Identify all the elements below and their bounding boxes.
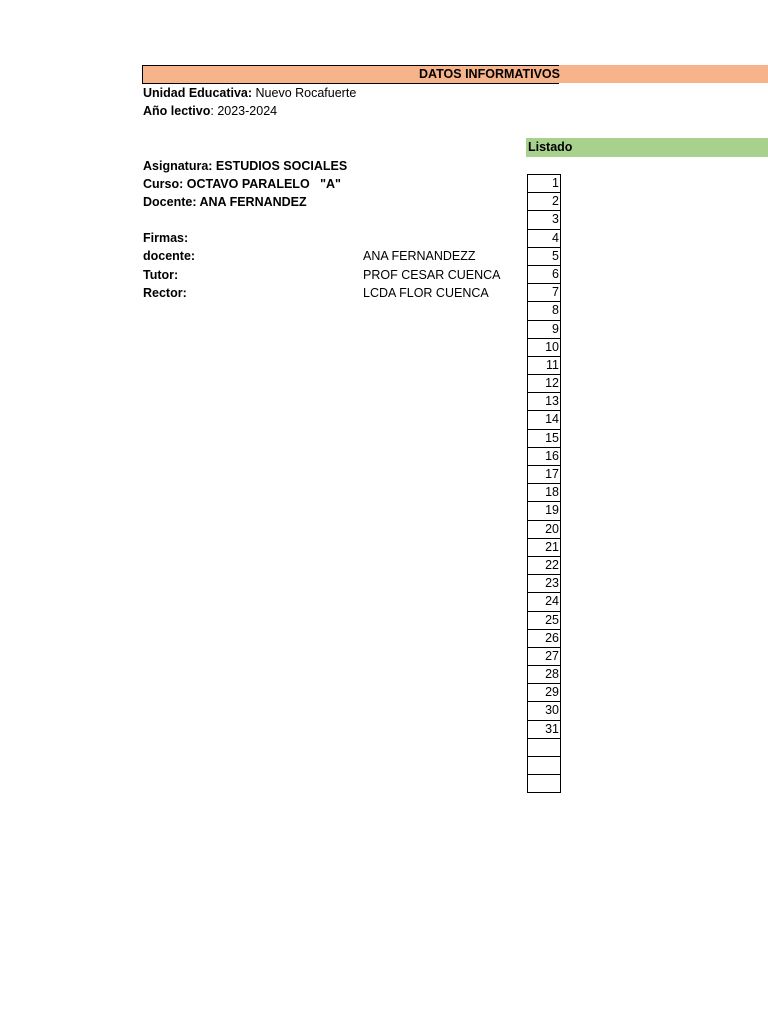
student-number-cell[interactable]: 29 [528, 684, 560, 702]
docente-text: Docente: ANA FERNANDEZ [143, 195, 307, 209]
firma-value: LCDA FLOR CUENCA [363, 286, 489, 300]
curso-text: Curso: OCTAVO PARALELO "A" [143, 177, 341, 191]
asignatura-text: Asignatura: ESTUDIOS SOCIALES [143, 159, 348, 173]
student-number-cell[interactable]: 5 [528, 248, 560, 266]
student-number-cell[interactable]: 6 [528, 266, 560, 284]
firma-row-tutor [143, 266, 501, 284]
student-number-cell[interactable]: 4 [528, 230, 560, 248]
student-number-cell[interactable]: 30 [528, 702, 560, 720]
firma-value: ANA FERNANDEZZ [363, 249, 476, 263]
anio-lectivo-row [143, 102, 277, 120]
student-number-cell[interactable]: 20 [528, 521, 560, 539]
student-number-cell[interactable]: 16 [528, 448, 560, 466]
student-number-cell[interactable]: 22 [528, 557, 560, 575]
student-number-cell[interactable]: 27 [528, 648, 560, 666]
anio-lectivo-label: Año lectivo [143, 104, 211, 118]
student-number-cell[interactable]: 7 [528, 284, 560, 302]
student-number-cell[interactable]: 17 [528, 466, 560, 484]
firma-value: PROF CESAR CUENCA [363, 268, 501, 282]
student-number-cell[interactable]: 23 [528, 575, 560, 593]
listado-title: Listado [528, 140, 573, 154]
student-number-cell[interactable] [528, 775, 560, 793]
student-number-cell[interactable]: 11 [528, 357, 560, 375]
student-number-cell[interactable]: 12 [528, 375, 560, 393]
firma-row-rector [143, 284, 489, 302]
unidad-educativa-row [143, 84, 356, 102]
unidad-educativa-label: Unidad Educativa: [143, 86, 253, 100]
student-number-cell[interactable]: 9 [528, 321, 560, 339]
firma-label: Rector: [143, 286, 187, 300]
student-number-cell[interactable]: 15 [528, 430, 560, 448]
anio-lectivo-value: : 2023-2024 [210, 104, 278, 118]
student-number-cell[interactable]: 18 [528, 484, 560, 502]
unidad-educativa-value: Nuevo Rocafuerte [252, 86, 357, 100]
student-number-cell[interactable]: 25 [528, 612, 560, 630]
student-number-cell[interactable]: 2 [528, 193, 560, 211]
student-number-cell[interactable]: 19 [528, 502, 560, 520]
student-number-cell[interactable]: 31 [528, 721, 560, 739]
student-number-cell[interactable]: 14 [528, 411, 560, 429]
firmas-title: Firmas: [143, 231, 189, 245]
header-title: DATOS INFORMATIVOS [419, 67, 560, 81]
student-number-cell[interactable]: 8 [528, 302, 560, 320]
student-number-cell[interactable]: 28 [528, 666, 560, 684]
firma-label: docente: [143, 249, 196, 263]
student-number-cell[interactable]: 24 [528, 593, 560, 611]
student-number-cell[interactable]: 1 [528, 175, 560, 193]
student-number-cell[interactable] [528, 739, 560, 757]
firma-label: Tutor: [143, 268, 179, 282]
student-number-cell[interactable]: 21 [528, 539, 560, 557]
student-number-cell[interactable]: 13 [528, 393, 560, 411]
student-number-cell[interactable] [528, 757, 560, 775]
student-number-cell[interactable]: 10 [528, 339, 560, 357]
student-number-cell[interactable]: 3 [528, 211, 560, 229]
firma-row-docente [143, 247, 476, 265]
student-number-cell[interactable]: 26 [528, 630, 560, 648]
student-number-column [527, 174, 561, 793]
